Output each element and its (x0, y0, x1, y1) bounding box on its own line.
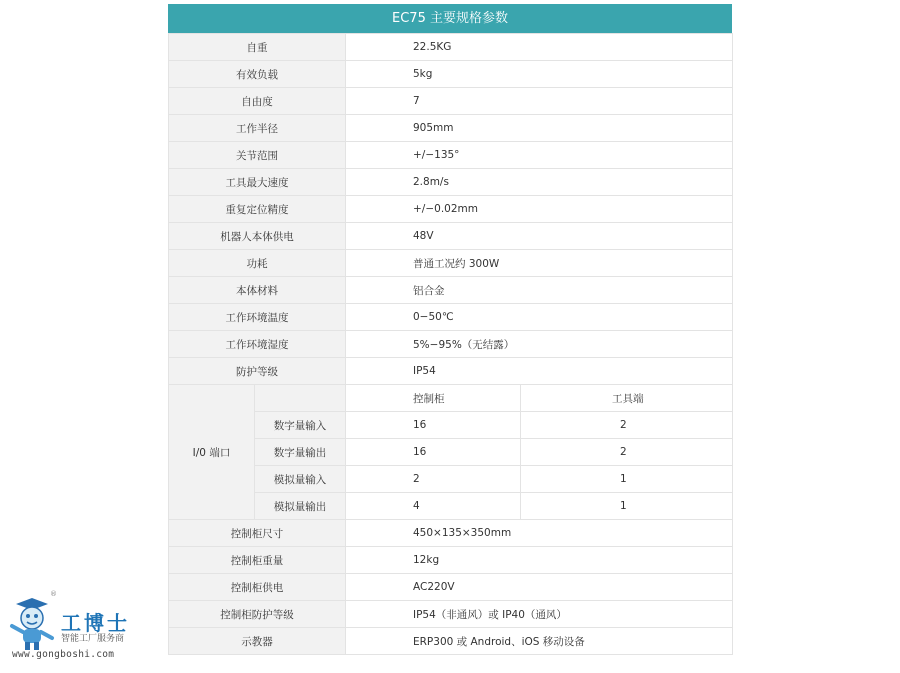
io-controller-value: 16 (346, 439, 521, 466)
spec-value: +/−135° (346, 142, 733, 169)
spec-label: 示教器 (169, 628, 346, 655)
io-tool-value: 2 (521, 439, 733, 466)
io-col-tool: 工具端 (521, 385, 733, 412)
mascot-logo-icon (8, 594, 56, 652)
io-controller-value: 4 (346, 493, 521, 520)
spec-row (169, 61, 733, 88)
spec-row (169, 169, 733, 196)
spec-label: 重复定位精度 (169, 196, 346, 223)
spec-label: 自由度 (169, 88, 346, 115)
io-row-label: 模拟量输出 (255, 493, 346, 520)
spec-row (169, 547, 733, 574)
spec-label: 功耗 (169, 250, 346, 277)
spec-value: 5kg (346, 61, 733, 88)
io-header-row (169, 385, 733, 412)
io-col-controller: 控制柜 (346, 385, 521, 412)
spec-row (169, 115, 733, 142)
spec-label: 工具最大速度 (169, 169, 346, 196)
spec-label: 有效负载 (169, 61, 346, 88)
spec-value: 0−50℃ (346, 304, 733, 331)
gongboshi-watermark (8, 590, 138, 662)
brand-url: www.gongboshi.com (12, 649, 115, 660)
brand-name: 工博士 (61, 611, 130, 635)
spec-row (169, 331, 733, 358)
spec-value: 48V (346, 223, 733, 250)
io-tool-value: 1 (521, 493, 733, 520)
spec-label: 自重 (169, 34, 346, 61)
brand-tagline: 智能工厂服务商 (61, 634, 125, 644)
spec-value: 905mm (346, 115, 733, 142)
spec-row (169, 88, 733, 115)
spec-label: 关节范围 (169, 142, 346, 169)
spec-row (169, 520, 733, 547)
spec-value: ERP300 或 Android、iOS 移动设备 (346, 628, 733, 655)
spec-value: 450×135×350mm (346, 520, 733, 547)
spec-row (169, 142, 733, 169)
spec-table (168, 33, 733, 655)
spec-label: 控制柜重量 (169, 547, 346, 574)
io-controller-value: 2 (346, 466, 521, 493)
spec-row (169, 250, 733, 277)
spec-label: 机器人本体供电 (169, 223, 346, 250)
io-controller-value: 16 (346, 412, 521, 439)
spec-row (169, 574, 733, 601)
spec-value: AC220V (346, 574, 733, 601)
spec-value: +/−0.02mm (346, 196, 733, 223)
spec-row (169, 196, 733, 223)
spec-label: 工作环境温度 (169, 304, 346, 331)
io-row-label: 数字量输出 (255, 439, 346, 466)
spec-value: 普通工况约 300W (346, 250, 733, 277)
spec-value: 12kg (346, 547, 733, 574)
spec-table-container (168, 4, 732, 655)
spec-label: 防护等级 (169, 358, 346, 385)
spec-row (169, 223, 733, 250)
spec-row (169, 304, 733, 331)
spec-row (169, 277, 733, 304)
spec-value: 22.5KG (346, 34, 733, 61)
io-row-label: 模拟量输入 (255, 466, 346, 493)
spec-row (169, 358, 733, 385)
spec-row (169, 601, 733, 628)
spec-row (169, 34, 733, 61)
spec-label: 控制柜供电 (169, 574, 346, 601)
spec-row (169, 628, 733, 655)
spec-label: 控制柜防护等级 (169, 601, 346, 628)
io-header-blank (255, 385, 346, 412)
io-port-label: I/0 端口 (169, 385, 255, 520)
registered-mark: ® (50, 590, 57, 598)
spec-label: 控制柜尺寸 (169, 520, 346, 547)
spec-value: 5%−95%（无结露） (346, 331, 733, 358)
spec-label: 工作半径 (169, 115, 346, 142)
spec-value: IP54（非通风）或 IP40（通风） (346, 601, 733, 628)
spec-table-title: EC75 主要规格参数 (168, 4, 732, 33)
spec-label: 本体材料 (169, 277, 346, 304)
spec-value: 7 (346, 88, 733, 115)
spec-value: 2.8m/s (346, 169, 733, 196)
spec-label: 工作环境湿度 (169, 331, 346, 358)
io-row-label: 数字量输入 (255, 412, 346, 439)
io-tool-value: 1 (521, 466, 733, 493)
spec-value: 铝合金 (346, 277, 733, 304)
io-tool-value: 2 (521, 412, 733, 439)
spec-value: IP54 (346, 358, 733, 385)
